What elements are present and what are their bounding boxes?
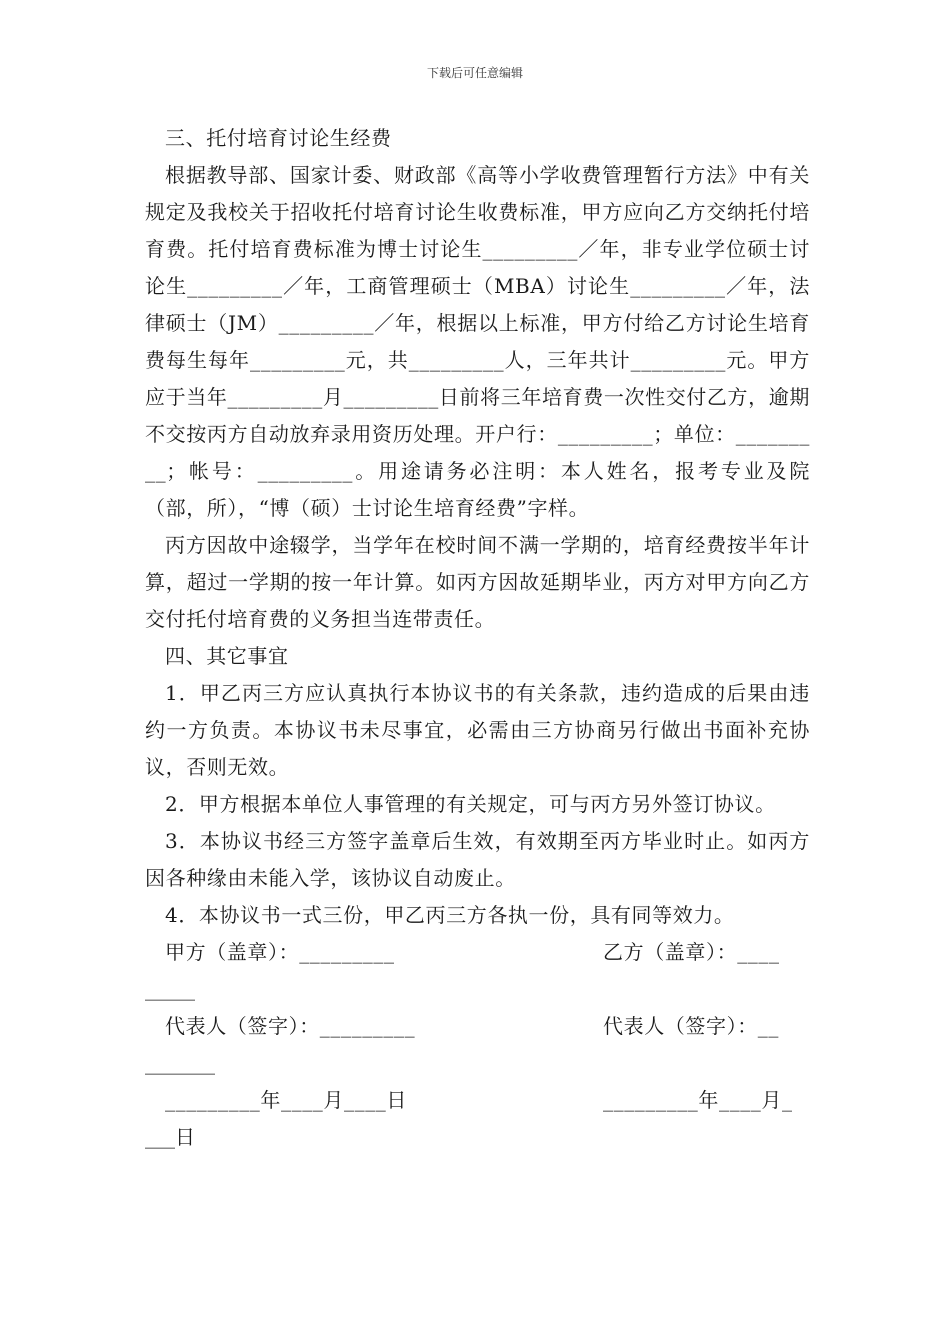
section-heading-other: 四、其它事宜 [165, 644, 289, 668]
party-a-seal: 甲方（盖章）：_________ [165, 940, 395, 964]
clause-3: 3．本协议书经三方签字盖章后生效，有效期至丙方毕业时止。如丙方因各种缘由未能入学，该协议自动废止。 [145, 829, 810, 890]
date-row [145, 1082, 810, 1156]
document-body [145, 120, 810, 1156]
party-b-seal-wrap: _____ [145, 977, 195, 1001]
clause-1: 1．甲乙丙三方应认真执行本协议书的有关条款，违约造成的后果由违约一方负责。本协议书未尽事宜，必需由三方协商另行做出书面补充协议，否则无效。 [145, 681, 810, 779]
party-b-representative: 代表人（签字）：__ [603, 1014, 779, 1038]
party-a-date: _________年____月____日 [165, 1088, 407, 1112]
party-b-seal: 乙方（盖章）：____ [603, 940, 780, 964]
party-b-date-wrap: ___日 [145, 1125, 195, 1149]
paragraph-dropout: 丙方因故中途辍学，当学年在校时间不满一学期的，培育经费按半年计算，超过一学期的按一年计算。如丙方因故延期毕业，丙方对甲方向乙方交付托付培育费的义务担当连带责任。 [145, 533, 810, 631]
clause-2: 2．甲方根据本单位人事管理的有关规定，可与丙方另外签订协议。 [165, 792, 776, 816]
party-a-representative: 代表人（签字）：_________ [165, 1014, 416, 1038]
party-b-date: _________年____月_ [603, 1088, 793, 1112]
party-b-representative-wrap: _______ [145, 1051, 215, 1075]
representative-row [145, 1008, 810, 1082]
section-heading-fees: 三、托付培育讨论生经费 [165, 126, 392, 150]
paragraph-fee-standard: 根据教导部、国家计委、财政部《高等小学收费管理暂行方法》中有关规定及我校关于招收托付培育讨论生收费标准，甲方应向乙方交纳托付培育费。托付培育费标准为博士讨论生_________／年，非专业学位硕士讨论生_________／年，工商管理硕士（MBA）讨论生_________／年，法律硕士（JM）_________／年，根据以上标准，甲方付给乙方讨论生培育费每生每年_________元，共_________人，三年共计_________元。甲方应于当年_________月_________日前将三年培育费一次性交付乙方，逾期不交按丙方自动放弃录用资历处理。开户行：_________；单位：_________；帐号：_________。用途请务必注明：本人姓名，报考专业及院（部，所），“博（硕）士讨论生培育经费”字样。 [145, 163, 810, 520]
clause-4: 4．本协议书一式三份，甲乙丙三方各执一份，具有同等效力。 [165, 903, 735, 927]
page-header: 下载后可任意编辑 [426, 66, 523, 80]
seal-row [145, 934, 810, 1008]
